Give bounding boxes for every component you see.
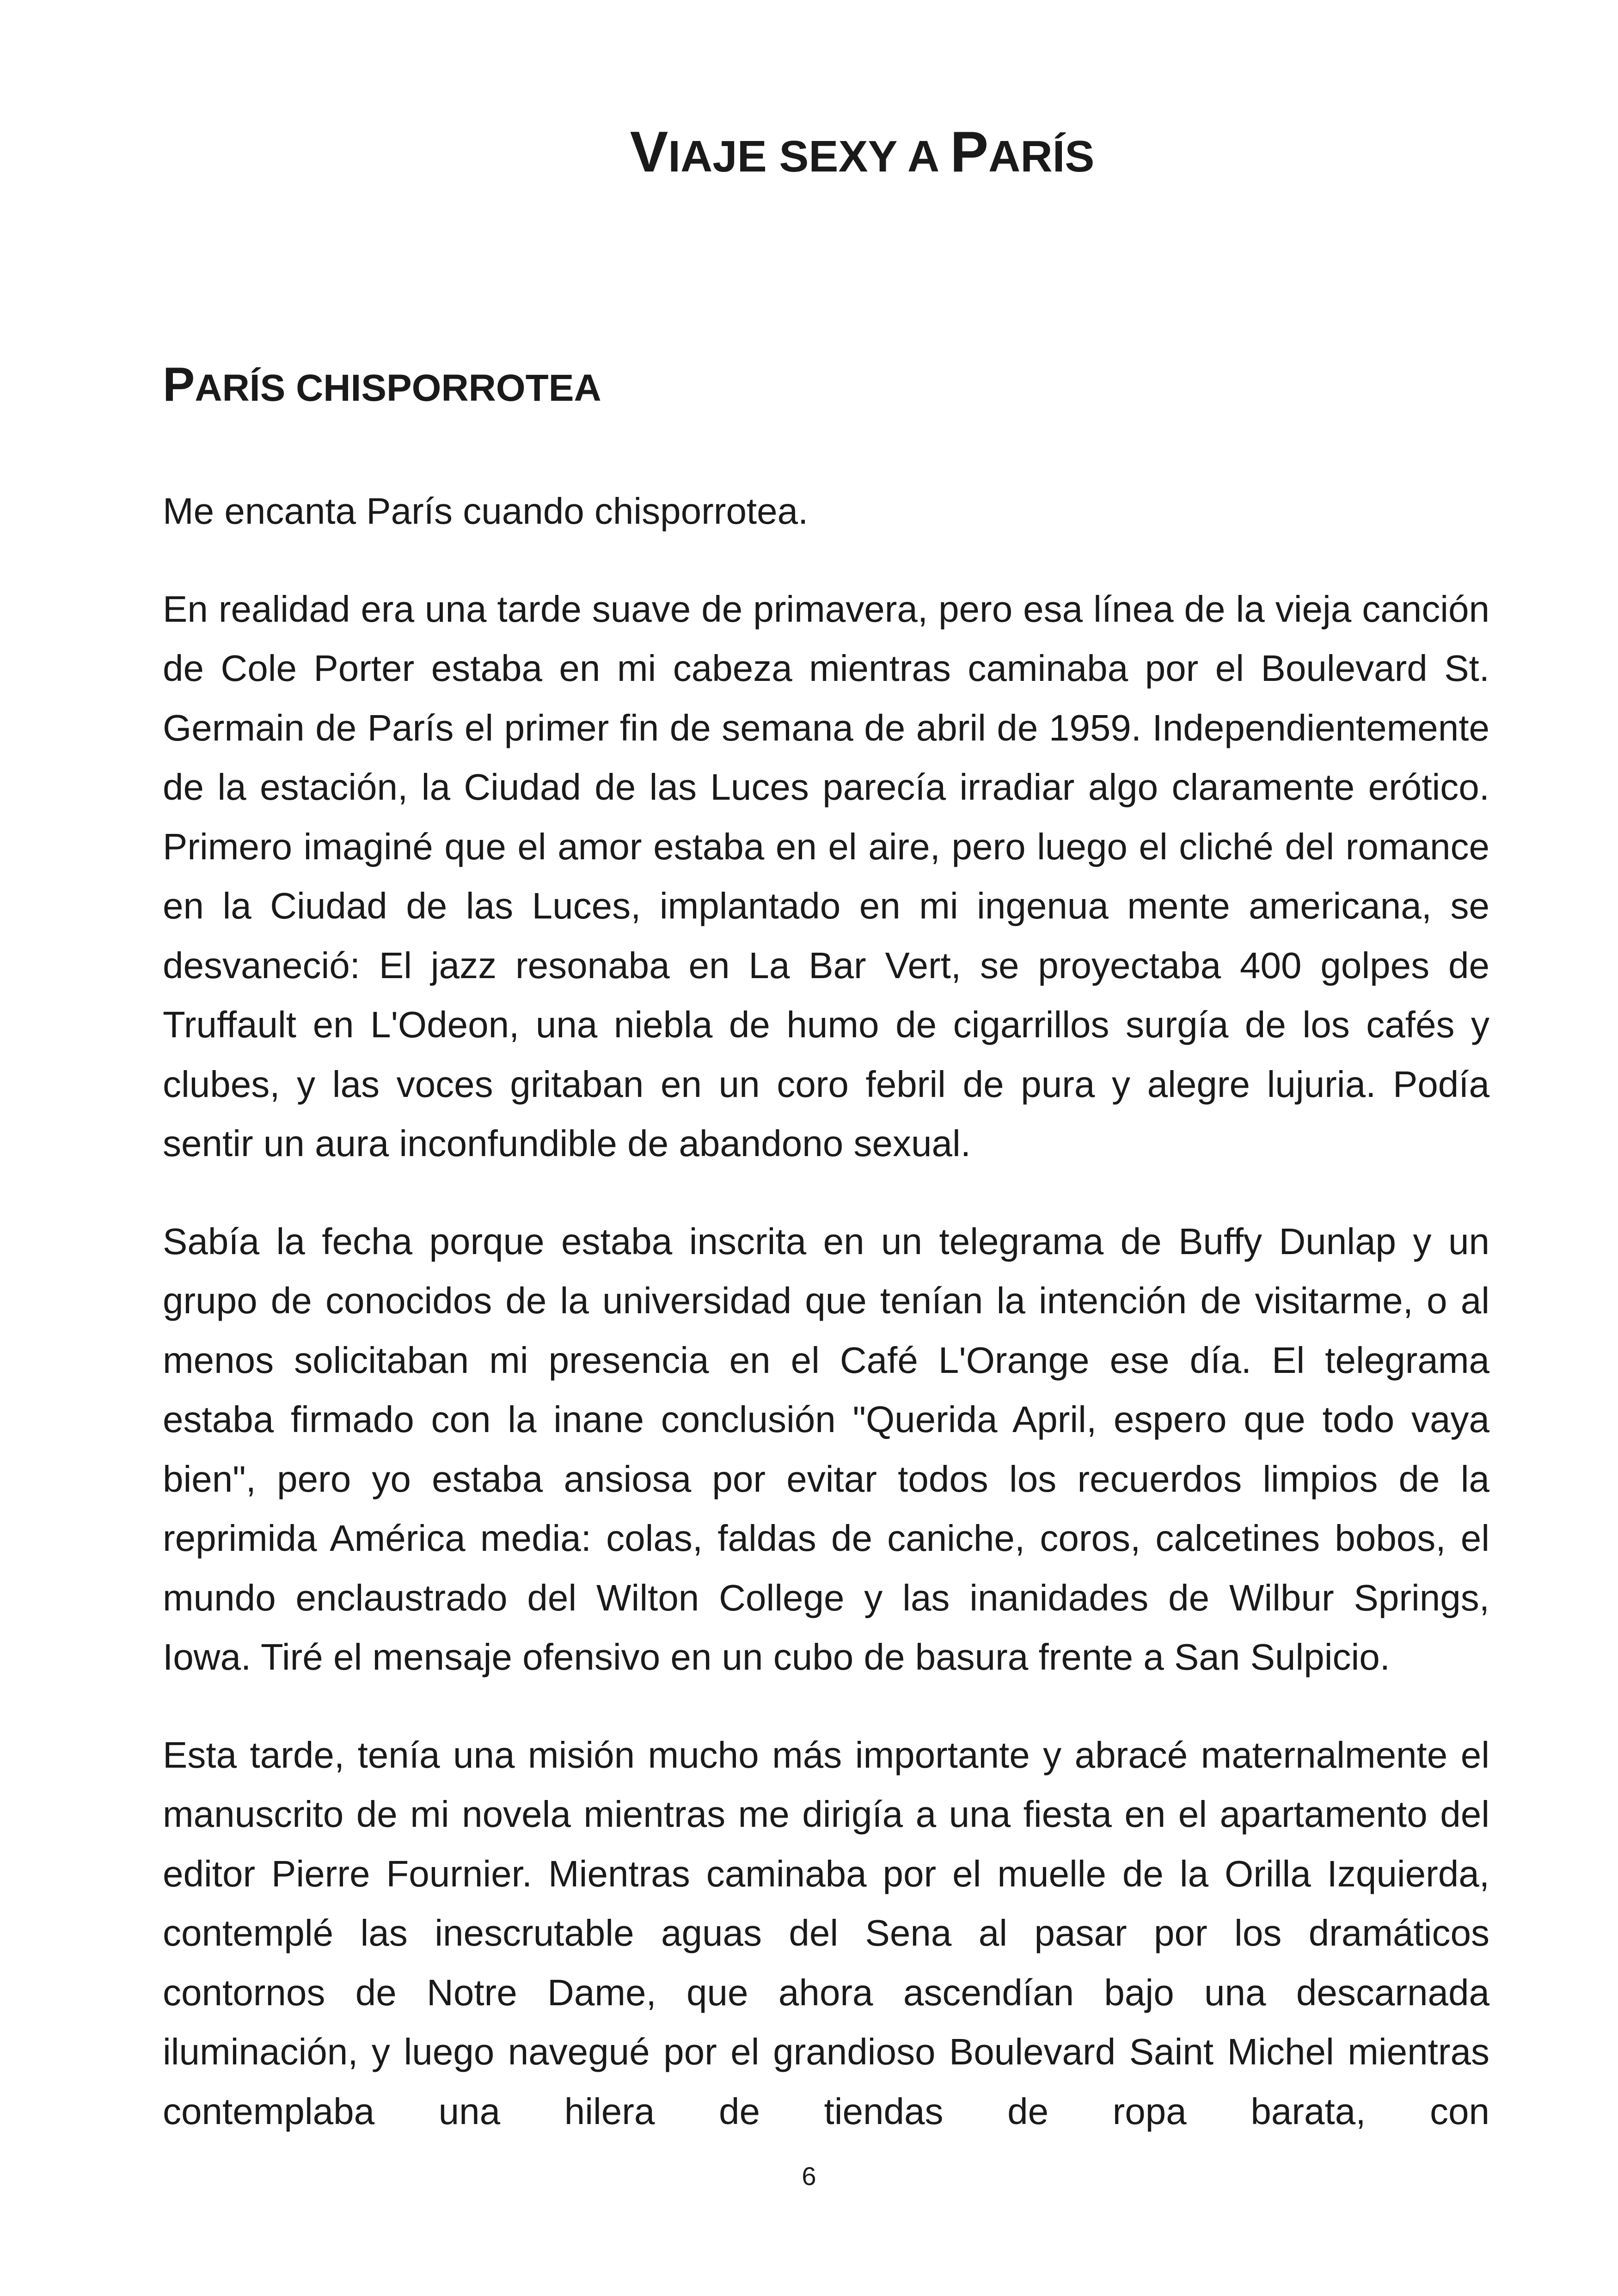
body-text [163, 482, 1489, 2180]
chapter-title-rest: ARÍS CHISPORROTEA [195, 367, 601, 409]
book-title-rest-2: ARÍS [988, 132, 1095, 181]
chapter-title [163, 356, 601, 414]
paragraph-2: En realidad era una tarde suave de primavera, pero esa línea de la vieja canción de Cole Porter estaba en mi cabeza mientras caminaba por el Boulevard St. Germain de París el primer fin de semana de abril de 1959. Independientemente de la estación, la Ciudad de las Luces parecía irradiar algo claramente erótico. Primero imaginé que el amor estaba en el aire, pero luego el cliché del romance en la Ciudad de las Luces, implantado en mi ingenua mente americana, se desvaneció: El jazz resonaba en La Bar Vert, se proyectaba 400 golpes de Truffault en L'Odeon, una niebla de humo de cigarrillos surgía de los cafés y clubes, y las voces gritaban en un coro febril de pura y alegre lujuria. Podía sentir un aura inconfundible de abandono sexual. [163, 588, 1489, 1164]
book-title-cap-2: P [950, 120, 989, 184]
book-title-cap-1: V [630, 120, 668, 184]
paragraph-4: Esta tarde, tenía una misión mucho más importante y abracé maternalmente el manuscrito de mi novela mientras me dirigía a una fiesta en el apartamento del editor Pierre Fournier. Mientras caminaba por el muelle de la Orilla Izquierda, contemplé las inescrutable aguas del Sena al pasar por los dramáticos contornos de Notre Dame, que ahora ascendían bajo una descarnada iluminación, y luego navegué por el grandioso Boulevard Saint Michel mientras contemplaba una hilera de tiendas de ropa barata, con [163, 1734, 1489, 2132]
book-title [0, 118, 1618, 187]
book-title-rest-1: IAJE SEXY A [668, 132, 950, 181]
paragraph-3: Sabía la fecha porque estaba inscrita en un telegrama de Buffy Dunlap y un grupo de conocidos de la universidad que tenían la intención de visitarme, o al menos solicitaban mi presencia en el Café L'Orange ese día. El telegrama estaba firmado con la inane conclusión "Querida April, espero que todo vaya bien", pero yo estaba ansiosa por evitar todos los recuerdos limpios de la reprimida América media: colas, faldas de caniche, coros, calcetines bobos, el mundo enclaustrado del Wilton College y las inanidades de Wilbur Springs, Iowa. Tiré el mensaje ofensivo en un cubo de basura frente a San Sulpicio. [163, 1220, 1489, 1678]
chapter-title-cap: P [163, 358, 195, 411]
paragraph-1: Me encanta París cuando chisporrotea. [163, 490, 809, 532]
page-number: 6 [802, 2161, 816, 2191]
